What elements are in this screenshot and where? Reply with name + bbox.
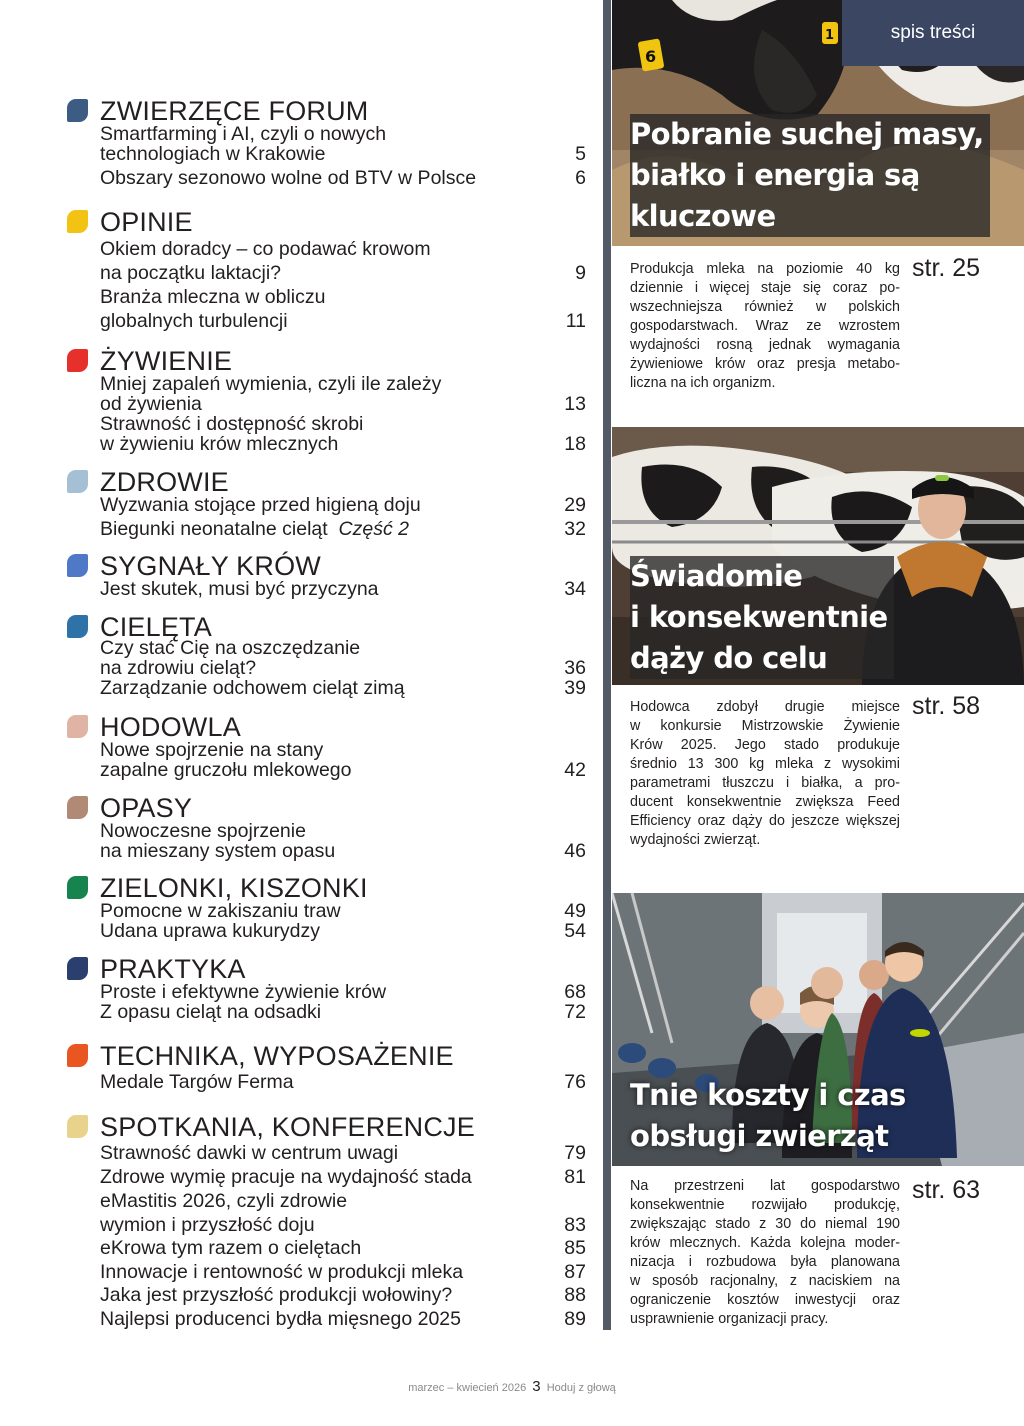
toc-entry-line[interactable] [100,759,586,781]
feature-blurb-2 [630,698,900,850]
ear-tag-left: 6 [645,47,657,66]
feature-page-2[interactable]: str. 58 [912,692,981,720]
entry-title: Pomocne w zakiszaniu traw [100,900,341,922]
toc-entry-line[interactable] [100,1001,586,1023]
section-title: CIELĘTA [100,612,212,642]
entry-page-number: 46 [564,840,586,862]
entry-title: od żywienia [100,393,202,415]
entry-title: Zdrowe wymię pracuje na wydajność stada [100,1166,472,1188]
section-color-marker [67,615,88,638]
entry-title: Biegunki neonatalne cieląt [100,518,328,540]
entry-title: globalnych turbulencji [100,310,288,332]
entry-page-number: 83 [564,1214,586,1236]
entry-title: Medale Targów Ferma [100,1071,294,1093]
section-color-marker [67,957,88,980]
entry-title: Jaka jest przyszłość produkcji wołowiny? [100,1284,453,1306]
entry-page-number: 68 [564,981,586,1003]
headline-line: obsługi zwierząt [630,1119,889,1153]
section-color-marker [67,876,88,899]
feature-headline-1 [630,114,990,237]
footer-magazine: Hoduj z głową [546,1382,616,1394]
toc-entry-line[interactable] [100,578,586,600]
ear-tag-right: 1 [825,28,835,43]
toc-entry-line[interactable] [100,1284,586,1306]
toc-entry-line[interactable] [100,167,586,189]
blurb-line: Produkcja mleka na poziomie 40 kg [630,261,900,277]
blurb-line: wydajności zwierząt. [630,832,761,848]
blurb-line: liczna na ich organizm. [630,375,776,391]
entry-title: Wyzwania stojące przed higieną doju [100,494,421,516]
entry-page-number: 29 [564,494,586,516]
toc-entry-line[interactable] [100,1237,586,1259]
toc-entry-line[interactable] [100,637,586,659]
blurb-line: ducent konsekwentnie zwiększa Feed [630,794,900,810]
blurb-line: w konkursie Mistrzowskie Żywienie [630,718,900,734]
feature-blurb-3 [630,1177,900,1329]
entry-title: eMastitis 2026, czyli zdrowie [100,1190,348,1212]
entry-part-label: Część 2 [338,518,409,540]
entry-title: technologiach w Krakowie [100,143,326,165]
blurb-line: konsekwentnie rozwijało produkcję, [630,1197,900,1213]
toc-entry-line[interactable] [100,1261,586,1283]
toc-entry-line[interactable] [100,494,586,516]
feature-page-1[interactable]: str. 25 [912,254,981,282]
section-title: SYGNAŁY KRÓW [100,551,321,581]
entry-title: Zarządzanie odchowem cieląt zimą [100,677,405,699]
entry-title: w żywieniu krów mlecznych [100,433,339,455]
section-title: ZDROWIE [100,467,229,497]
entry-title: Branża mleczna w obliczu [100,286,326,308]
entry-page-number: 6 [575,167,586,189]
entry-page-number: 5 [575,143,586,165]
entry-page-number: 11 [565,310,586,332]
entry-title: Czy stać Cię na oszczędzanie [100,637,361,659]
toc-entry-line[interactable] [100,920,586,942]
toc-entry-line[interactable] [100,413,586,435]
page-footer [0,1378,1024,1395]
entry-page-number: 13 [564,393,586,415]
entry-title: Jest skutek, musi być przyczyna [100,578,379,600]
toc-entry-line[interactable] [100,677,586,699]
toc-entry-line[interactable] [100,739,586,761]
toc-entry-line[interactable] [100,393,586,415]
entry-page-number: 88 [564,1284,586,1306]
feature-headline-2 [630,556,894,679]
entry-page-number: 76 [564,1071,586,1093]
toc-entry-line[interactable] [100,262,586,284]
entry-title: Obszary sezonowo wolne od BTV w Polsce [100,167,477,189]
entry-page-number: 34 [564,578,586,600]
toc-entry-line[interactable] [100,657,586,679]
entry-title: zapalne gruczołu mlekowego [100,759,352,781]
toc-entry-line[interactable] [100,286,586,308]
section-badge: spis treści [842,0,1024,66]
section-title: OPASY [100,793,193,823]
headline-line: kluczowe [630,199,776,233]
toc-entry-line[interactable] [100,143,586,165]
entry-page-number: 72 [564,1001,586,1023]
blurb-line: parametrami tłuszczu i białka, a pro- [630,775,900,791]
section-title: ZIELONKI, KISZONKI [100,873,368,903]
toc-entry-line[interactable] [100,1071,586,1093]
headline-line: i konsekwentnie [630,600,888,634]
headline-line: Świadomie [630,559,803,593]
headline-line: białko i energia są [630,158,920,192]
section-title: PRAKTYKA [100,954,246,984]
section-title: ZWIERZĘCE FORUM [100,96,369,126]
toc-entry-line[interactable] [100,238,586,260]
entry-title: na zdrowiu cieląt? [100,657,257,679]
blurb-line: ograniczenie kosztów inwestycji oraz [630,1292,900,1308]
section-color-marker [67,796,88,819]
blurb-line: średnio 13 300 kg mleka z wysokimi [630,756,900,772]
blurb-line: wydajności rosną jednak wymagania [630,337,900,353]
entry-title: Nowe spojrzenie na stany [100,739,324,761]
entry-page-number: 42 [564,759,586,781]
entry-page-number: 18 [564,433,586,455]
footer-page-number: 3 [532,1378,541,1395]
entry-title: Strawność dawki w centrum uwagi [100,1142,399,1164]
entry-page-number: 9 [575,262,586,284]
toc-entry-line[interactable] [100,820,586,842]
headline-line: Tnie koszty i czas [630,1078,906,1112]
blurb-line: dziennie i więcej staje się coraz po- [630,280,900,296]
toc-entry-line[interactable] [100,123,586,145]
entry-title: Udana uprawa kukurydzy [100,920,321,942]
toc-entry-line[interactable] [100,518,586,540]
blurb-line: Efficiency oraz dąży do jeszcze większej [630,813,900,829]
entry-page-number: 85 [564,1237,586,1259]
headline-line: dąży do celu [630,641,828,675]
toc-entry-line[interactable] [100,433,586,455]
toc-entry-line[interactable] [100,981,586,1003]
entry-page-number: 49 [564,900,586,922]
headline-line: Pobranie suchej masy, [630,117,984,151]
section-color-marker [67,715,88,738]
section-color-marker [67,1115,88,1138]
entry-title: Nowoczesne spojrzenie [100,820,306,842]
section-color-marker [67,554,88,577]
entry-page-number: 89 [564,1308,586,1330]
entry-page-number: 79 [564,1142,586,1164]
entry-title: na mieszany system opasu [100,840,336,862]
feature-headline-3 [630,1075,912,1157]
entry-title: Proste i efektywne żywienie krów [100,981,387,1003]
section-color-marker [67,1044,88,1067]
toc-entry-line[interactable] [100,1190,586,1212]
feature-blurb-1 [630,260,900,393]
section-title: SPOTKANIA, KONFERENCJE [100,1112,475,1142]
blurb-line: w sposób racjonalny, z naciskiem na [630,1273,900,1289]
entry-title: Najlepsi producenci bydła mięsnego 2025 [100,1308,461,1330]
blurb-line: nizacja i rozbudowa była planowana [630,1254,900,1270]
blurb-line: usprawnienie organizacji pracy. [630,1311,829,1327]
entry-title: Innowacje i rentowność w produkcji mleka [100,1261,464,1283]
section-title: HODOWLA [100,712,241,742]
column-divider [603,0,611,1330]
entry-title: eKrowa tym razem o cielętach [100,1237,362,1259]
toc-entry-line[interactable] [100,1142,586,1164]
entry-page-number: 54 [564,920,586,942]
entry-page-number: 87 [564,1261,586,1283]
entry-title: Strawność i dostępność skrobi [100,413,364,435]
blurb-line: wszechniejsza również w polskich [630,299,900,315]
toc-entry-line[interactable] [100,373,586,395]
entry-page-number: 39 [564,677,586,699]
blurb-line: gospodarstwach. Wraz ze wzrostem [630,318,900,334]
toc-entry-line[interactable] [100,840,586,862]
entry-title: Smartfarming i AI, czyli o nowych [100,123,387,145]
entry-title: na początku laktacji? [100,262,282,284]
toc-entry-line[interactable] [100,1214,586,1236]
blurb-line: Na przestrzeni lat gospodarstwo [630,1178,900,1194]
entry-page-number: 36 [564,657,586,679]
footer-issue: marzec – kwiecień 2026 [408,1382,527,1394]
blurb-line: krów mlecznych. Każda kolejna moder- [630,1235,900,1251]
entry-page-number: 32 [564,518,586,540]
entry-page-number: 81 [564,1166,586,1188]
entry-title: Z opasu cieląt na odsadki [100,1001,322,1023]
section-title: ŻYWIENIE [100,346,233,376]
blurb-line: Krów 2025. Jego stado produkuje [630,737,900,753]
blurb-line: żywieniowe krów oraz presja metabo- [630,356,900,372]
section-color-marker [67,470,88,493]
entry-title: Mniej zapaleń wymienia, czyli ile zależy [100,373,442,395]
section-color-marker [67,210,88,233]
toc-entry-line[interactable] [100,1308,586,1330]
toc-entry-line[interactable] [100,310,586,332]
toc-entry-line[interactable] [100,1166,586,1188]
feature-page-3[interactable]: str. 63 [912,1176,981,1204]
blurb-line: Hodowca zdobył drugie miejsce [630,699,900,715]
section-color-marker [67,99,88,122]
toc-entry-line[interactable] [100,900,586,922]
section-title: TECHNIKA, WYPOSAŻENIE [100,1041,454,1071]
section-title: OPINIE [100,207,193,237]
entry-title: wymion i przyszłość doju [100,1214,315,1236]
section-color-marker [67,349,88,372]
blurb-line: zwiększając stado z 30 do niemal 190 [630,1216,900,1232]
entry-title: Okiem doradcy – co podawać krowom [100,238,431,260]
